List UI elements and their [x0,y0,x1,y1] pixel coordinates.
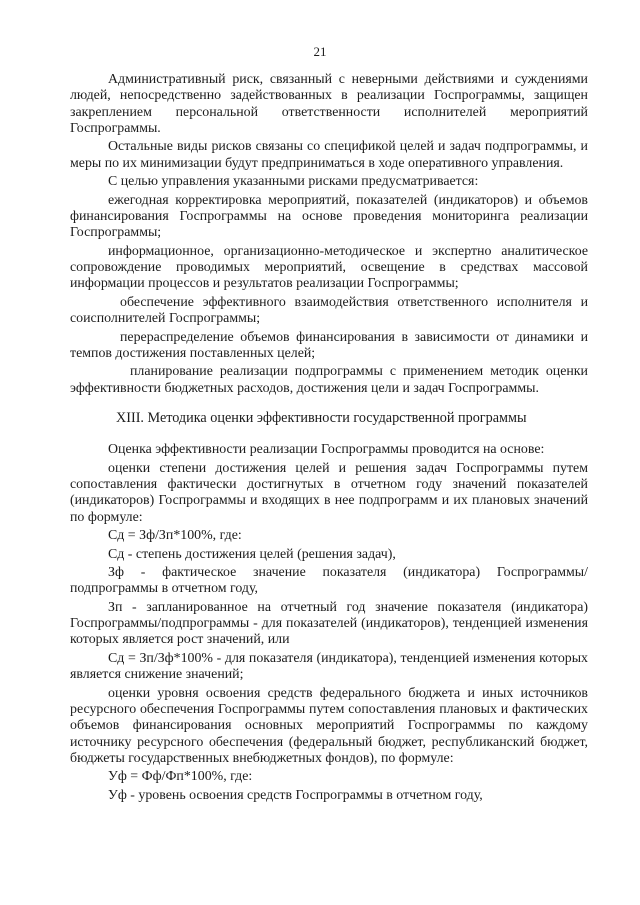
list-item: информационное, организационно-методическое и экспертно аналитическое сопровождение проводимых мероприятий, освещение в средствах массовой информации процессов и результатов реализации Госпрограммы; [70,243,588,292]
paragraph: оценки степени достижения целей и решения задач Госпрограммы путем сопоставления фактически достигнутых в отчетном году значений показателей (индикаторов) Госпрограммы и входящих в нее подпрограмм и их плановых значений по формуле: [70,460,588,525]
list-item: обеспечение эффективного взаимодействия ответственного исполнителя и соисполнителей Госпрограммы; [70,294,588,327]
paragraph: Административный риск, связанный с неверными действиями и суждениями людей, непосредственно задействованных в реализации Госпрограммы, защищен закреплением персональной ответственности исполнителей мероприятий Госпрограммы. [70,72,588,136]
formula-definition: Сд - степень достижения целей (решения задач), [108,546,396,562]
list-item: планирование реализации подпрограммы с применением методик оценки эффективности бюджетных расходов, достижения цели и задач Госпрограммы. [70,364,588,396]
formula: Уф = Фф/Фп*100%, где: [108,769,253,785]
section-heading: XIII. Методика оценки эффективности государственной программы [116,409,527,426]
formula: Сд = Зф/Зп*100%, где: [108,528,242,544]
document-body [70,72,588,806]
paragraph: Оценка эффективности реализации Госпрограммы проводится на основе: [108,442,545,458]
formula-definition: Зп - запланированное на отчетный год значение показателя (индикатора) Госпрограммы/подпрограммы - для показателей (индикаторов), тенденцией изменения которых является рост значений, или [70,599,588,648]
paragraph: оценки уровня освоения средств федерального бюджета и иных источников ресурсного обеспечения Госпрограммы путем сопоставления плановых и фактических объемов финансирования основных мероприятий Госпрограммы по каждому источнику ресурсного обеспечения (федеральный бюджет, республиканский бюджет, бюджеты государственных внебюджетных фондов), по формуле: [70,685,588,766]
list-item: ежегодная корректировка мероприятий, показателей (индикаторов) и объемов финансирования Госпрограммы на основе проведения мониторинга реализации Госпрограммы; [70,192,588,241]
paragraph: С целью управления указанными рисками предусматривается: [108,174,479,190]
formula: Сд = Зп/Зф*100% - для показателя (индикатора), тенденцией изменения которых является снижение значений; [70,650,588,683]
paragraph: Остальные виды рисков связаны со спецификой целей и задач подпрограммы, и меры по их минимизации будут предприниматься в ходе оперативного управления. [70,139,588,171]
formula-definition: Уф - уровень освоения средств Госпрограммы в отчетном году, [108,787,483,803]
list-item: перераспределение объемов финансирования в зависимости от динамики и темпов достижения поставленных целей; [70,329,588,361]
page-number: 21 [313,44,327,59]
formula-definition: Зф - фактическое значение показателя (индикатора) Госпрограммы/подпрограммы в отчетном году, [70,565,588,597]
